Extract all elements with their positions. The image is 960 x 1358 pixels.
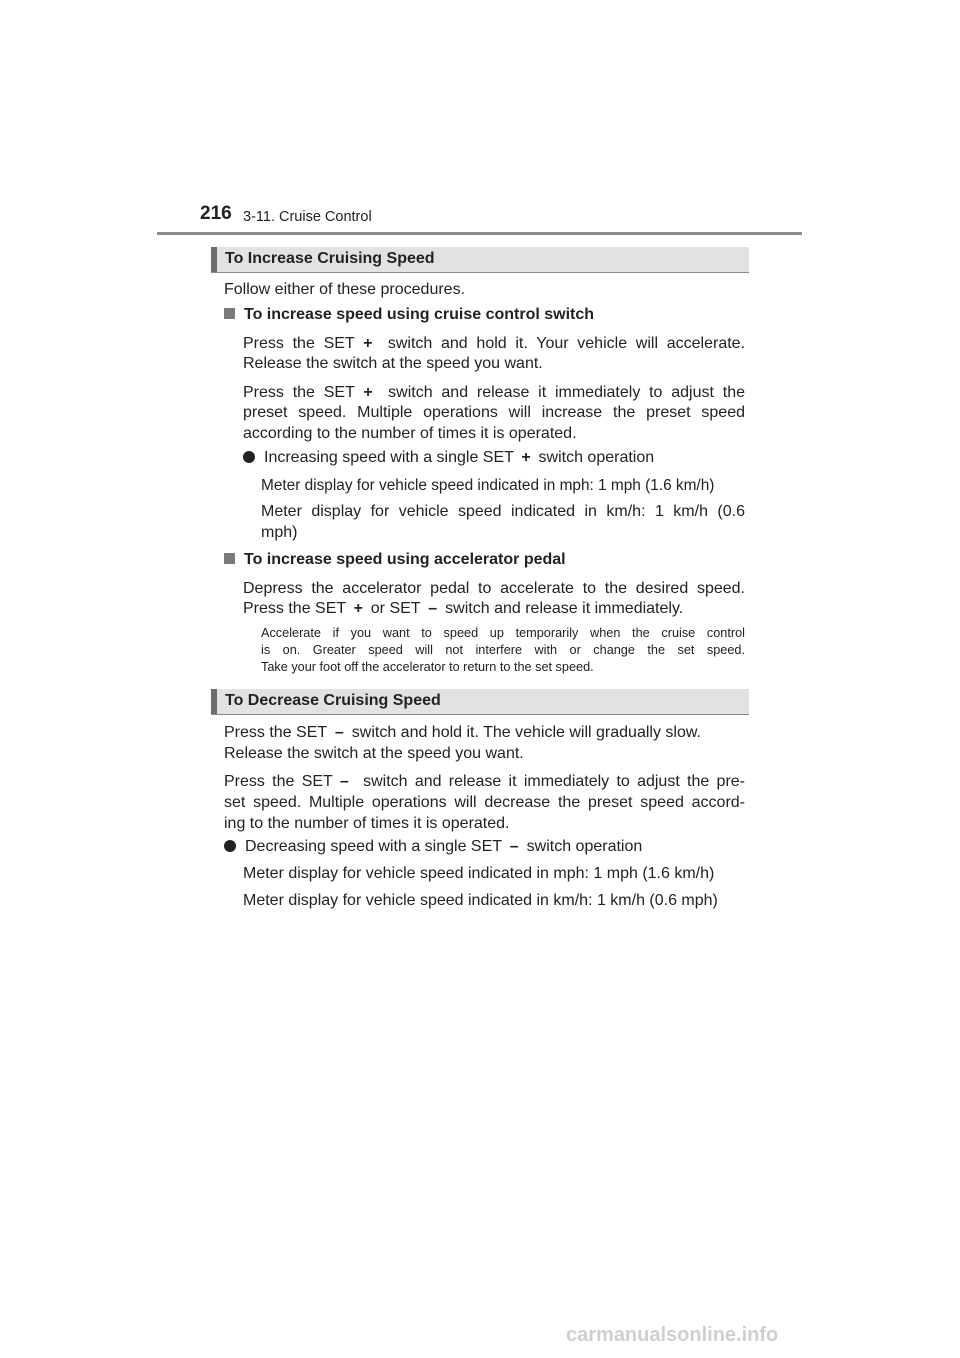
minus-icon: –	[334, 724, 344, 741]
decrease-kmh-line: Meter display for vehicle speed indicated in km/h: 1 km/h (0.6 mph)	[243, 892, 718, 909]
note-line-1: Accelerate if you want to speed up temporarily when the cruise control	[261, 626, 745, 640]
square-bullet-icon	[224, 308, 235, 319]
increase-kmh-line-2: mph)	[261, 524, 298, 541]
minus-icon: –	[509, 838, 519, 855]
watermark-link[interactable]: carmanualsonline.info	[566, 1324, 779, 1346]
section-heading-decrease	[211, 689, 749, 715]
decrease-hold-line-1: Press the SET – switch and hold it. The vehicle will gradually slow.	[224, 721, 701, 746]
plus-icon: +	[363, 335, 373, 352]
minus-icon: –	[339, 773, 349, 790]
increase-hold-line-2: Release the switch at the speed you want.	[243, 355, 543, 372]
section-marker	[211, 247, 217, 272]
increase-tap-line-3: according to the number of times it is operated.	[243, 425, 577, 442]
decrease-tap-line-1: Press the SET – switch and release it immediately to adjust the pre-	[224, 770, 745, 795]
pedal-line-2: Press the SET + or SET – switch and release it immediately.	[243, 597, 683, 622]
section-title-increase: To Increase Cruising Speed	[225, 250, 435, 267]
increase-tap-line-1: Press the SET + switch and release it immediately to adjust the	[243, 381, 745, 406]
round-bullet-icon	[224, 840, 236, 852]
subheading-switch: To increase speed using cruise control switch	[224, 303, 594, 328]
intro-text: Follow either of these procedures.	[224, 281, 466, 298]
page-number: 216	[200, 203, 232, 224]
minus-icon: –	[428, 600, 438, 617]
decrease-mph-line: Meter display for vehicle speed indicated in mph: 1 mph (1.6 km/h)	[243, 865, 715, 882]
note-line-3: Take your foot off the accelerator to return to the set speed.	[261, 660, 594, 674]
increase-bullet: Increasing speed with a single SET + switch operation	[243, 446, 654, 471]
decrease-bullet: Decreasing speed with a single SET – switch operation	[224, 835, 642, 860]
decrease-hold-line-2: Release the switch at the speed you want.	[224, 745, 524, 762]
decrease-tap-line-3: ing to the number of times it is operated.	[224, 815, 510, 832]
increase-kmh-line-1: Meter display for vehicle speed indicated in km/h: 1 km/h (0.6	[261, 503, 745, 520]
subheading-pedal: To increase speed using accelerator pedal	[224, 548, 566, 573]
increase-hold-line-1: Press the SET + switch and hold it. Your vehicle will accelerate.	[243, 332, 745, 357]
increase-mph-line: Meter display for vehicle speed indicated in mph: 1 mph (1.6 km/h)	[261, 477, 715, 494]
chapter-title: 3-11. Cruise Control	[243, 209, 372, 225]
decrease-tap-line-2: set speed. Multiple operations will decrease the preset speed accord-	[224, 794, 745, 811]
square-bullet-icon	[224, 553, 235, 564]
header-divider	[157, 232, 802, 235]
section-marker	[211, 689, 217, 714]
section-heading-increase	[211, 247, 749, 273]
increase-tap-line-2: preset speed. Multiple operations will increase the preset speed	[243, 404, 745, 421]
pedal-line-1: Depress the accelerator pedal to accelerate to the desired speed.	[243, 580, 745, 597]
plus-icon: +	[353, 600, 363, 617]
round-bullet-icon	[243, 451, 255, 463]
plus-icon: +	[363, 384, 373, 401]
plus-icon: +	[521, 449, 531, 466]
section-title-decrease: To Decrease Cruising Speed	[225, 692, 441, 709]
note-line-2: is on. Greater speed will not interfere with or change the set speed.	[261, 643, 745, 657]
